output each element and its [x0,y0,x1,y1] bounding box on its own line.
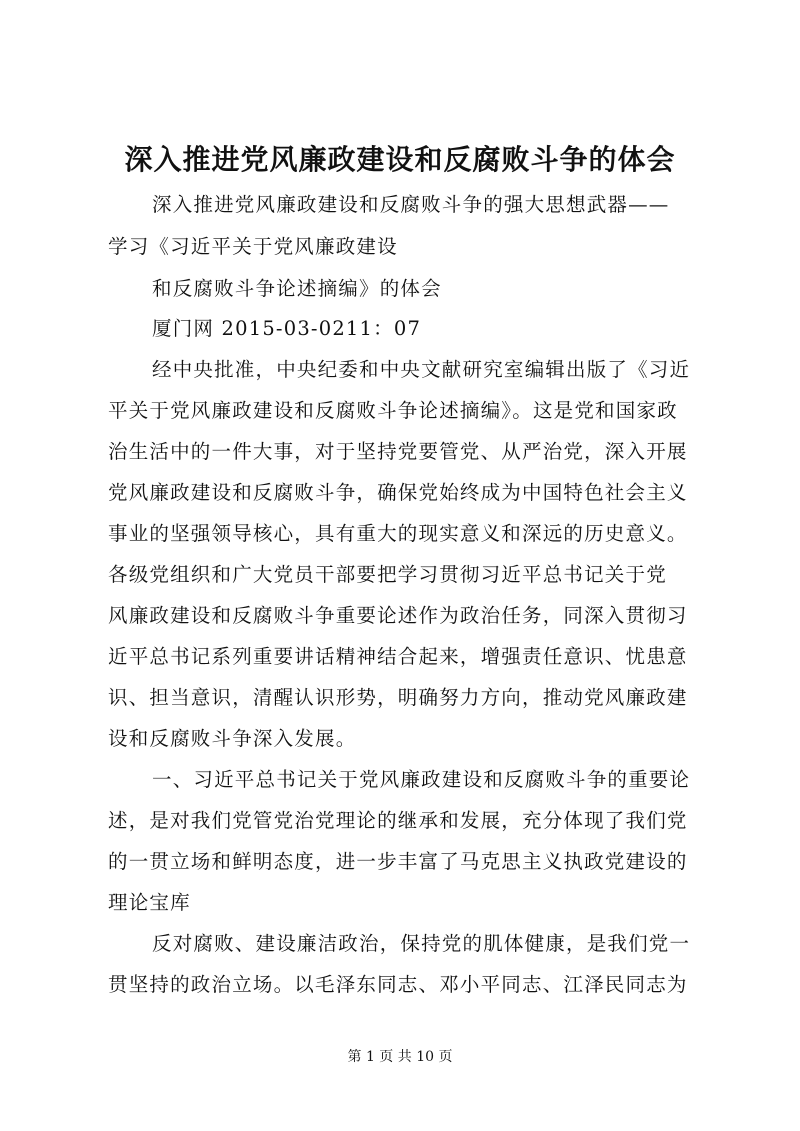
paragraph-line: 治生活中的一件大事，对于坚持党要管党、从严治党，深入开展 [108,440,688,463]
paragraph-line: 设和反腐败斗争深入发展。 [108,727,357,750]
paragraph-line: 经中央批准，中央纪委和中央文献研究室编辑出版了《习近 [152,358,691,381]
paragraph-line: 事业的坚强领导核心，具有重大的现实意义和深远的历史意义。 [108,522,688,545]
paragraph-line: 述，是对我们党管党治党理论的继承和发展，充分体现了我们党 [108,809,688,832]
document-title: 深入推进党风廉政建设和反腐败斗争的体会 [124,143,676,176]
source-line: 厦门网 2015-03-0211：07 [152,317,422,340]
page-number: 第 1 页 共 10 页 [347,1049,453,1065]
paragraph-line: 贯坚持的政治立场。以毛泽东同志、邓小平同志、江泽民同志为 [108,973,688,996]
paragraph-line: 各级党组织和广大党员干部要把学习贯彻习近平总书记关于党 [108,563,667,586]
subtitle-line-3: 和反腐败斗争论述摘编》的体会 [152,277,442,300]
subtitle-line-2: 学习《习近平关于党风廉政建设 [108,235,398,258]
subtitle-line-1: 深入推进党风廉政建设和反腐败斗争的强大思想武器—— [152,193,670,216]
paragraph-line: 一、习近平总书记关于党风廉政建设和反腐败斗争的重要论 [152,768,691,791]
paragraph-line: 风廉政建设和反腐败斗争重要论述作为政治任务，同深入贯彻习 [108,604,688,627]
paragraph-line: 识、担当意识，清醒认识形势，明确努力方向，推动党风廉政建 [108,686,688,709]
paragraph-line: 党风廉政建设和反腐败斗争，确保党始终成为中国特色社会主义 [108,481,688,504]
paragraph-line: 的一贯立场和鲜明态度，进一步丰富了马克思主义执政党建设的 [108,850,688,873]
paragraph-line: 近平总书记系列重要讲话精神结合起来，增强责任意识、忧患意 [108,645,688,668]
paragraph-line: 反对腐败、建设廉洁政治，保持党的肌体健康，是我们党一 [152,932,691,955]
paragraph-line: 理论宝库 [108,891,191,914]
paragraph-line: 平关于党风廉政建设和反腐败斗争论述摘编》。这是党和国家政 [108,399,678,422]
